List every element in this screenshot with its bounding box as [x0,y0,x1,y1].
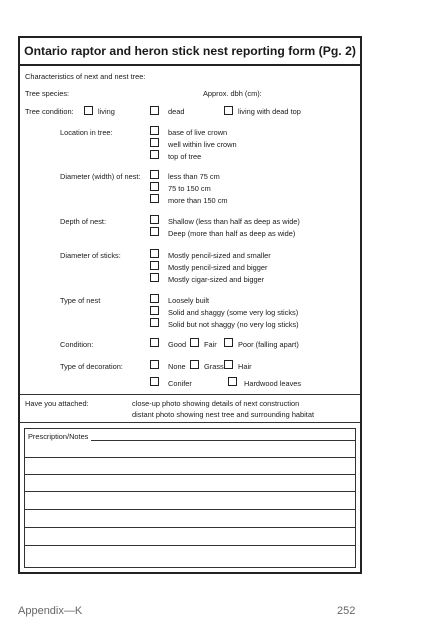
notes-label: Prescription/Notes [28,432,89,441]
condition-good: Good [168,340,187,349]
diameter-width-label: Diameter (width) of nest: [60,172,141,181]
checkbox-location-2[interactable] [150,138,159,147]
checkbox-living[interactable] [84,106,93,115]
dbh-label: Approx. dbh (cm): [203,89,262,98]
depth-option-1: Shallow (less than half as deep as wide) [168,217,300,226]
checkbox-dead[interactable] [150,106,159,115]
location-label: Location in tree: [60,128,113,137]
footer-section: Appendix—K [18,605,83,617]
notes-line [25,509,355,510]
checkbox-none[interactable] [150,360,159,369]
divider-line [20,394,360,395]
checkbox-nest-type-2[interactable] [150,306,159,315]
diameter-option-1: less than 75 cm [168,172,220,181]
diameter-option-3: more than 150 cm [168,196,228,205]
attached-label: Have you attached: [25,399,89,408]
checkbox-sticks-2[interactable] [150,261,159,270]
condition-poor: Poor (falling apart) [238,340,299,349]
location-option-2: well within live crown [168,140,237,149]
checkbox-location-3[interactable] [150,150,159,159]
checkbox-living-dead-top[interactable] [224,106,233,115]
checkbox-diameter-2[interactable] [150,182,159,191]
checkbox-sticks-3[interactable] [150,273,159,282]
nest-type-option-2: Solid and shaggy (some very log sticks) [168,308,299,317]
sticks-option-1: Mostly pencil-sized and smaller [168,251,271,260]
depth-option-2: Deep (more than half as deep as wide) [168,229,296,238]
checkbox-diameter-1[interactable] [150,170,159,179]
location-option-1: base of live crown [168,128,228,137]
notes-line [25,474,355,475]
sticks-option-2: Mostly pencil-sized and bigger [168,263,268,272]
sticks-option-3: Mostly cigar-sized and bigger [168,275,265,284]
page-number: 252 [337,605,356,617]
nest-type-option-1: Loosely built [168,296,210,305]
checkbox-nest-type-1[interactable] [150,294,159,303]
checkbox-poor[interactable] [224,338,233,347]
diameter-option-2: 75 to 150 cm [168,184,211,193]
nest-type-label: Type of nest [60,296,101,305]
checkbox-nest-type-3[interactable] [150,318,159,327]
decoration-grass: Grass [204,362,224,371]
checkbox-hair[interactable] [224,360,233,369]
notes-line [25,527,355,528]
location-option-3: top of tree [168,152,202,161]
depth-label: Depth of nest: [60,217,107,226]
checkbox-diameter-3[interactable] [150,194,159,203]
condition-fair: Fair [204,340,217,349]
attached-item-1: close-up photo showing details of next construction [132,399,300,408]
checkbox-sticks-1[interactable] [150,249,159,258]
option-living-dead-top: living with dead top [238,107,301,116]
checkbox-conifer[interactable] [150,377,159,386]
stick-diameter-label: Diameter of sticks: [60,251,121,260]
decoration-conifer: Conifer [168,379,192,388]
form-title: Ontario raptor and heron stick nest reporting form (Pg. 2) [20,38,360,66]
notes-line [25,457,355,458]
notes-line [25,491,355,492]
section-heading: Characteristics of next and nest tree: [25,72,146,81]
tree-condition-label: Tree condition: [25,107,74,116]
divider-line [20,422,360,423]
attached-item-2: distant photo showing nest tree and surrounding habitat [132,410,315,419]
notes-line [25,545,355,546]
decoration-label: Type of decoration: [60,362,123,371]
option-living: living [98,107,115,116]
condition-label: Condition: [60,340,94,349]
decoration-hardwood: Hardwood leaves [244,379,302,388]
notes-line [91,440,355,441]
form-frame [18,36,362,574]
checkbox-depth-2[interactable] [150,227,159,236]
checkbox-good[interactable] [150,338,159,347]
nest-type-option-3: Solid but not shaggy (no very log sticks) [168,320,299,329]
checkbox-location-1[interactable] [150,126,159,135]
notes-box[interactable] [24,428,356,568]
checkbox-depth-1[interactable] [150,215,159,224]
tree-species-label: Tree species: [25,89,70,98]
checkbox-grass[interactable] [190,360,199,369]
option-dead: dead [168,107,185,116]
decoration-hair: Hair [238,362,252,371]
decoration-none: None [168,362,186,371]
checkbox-hardwood[interactable] [228,377,237,386]
checkbox-fair[interactable] [190,338,199,347]
